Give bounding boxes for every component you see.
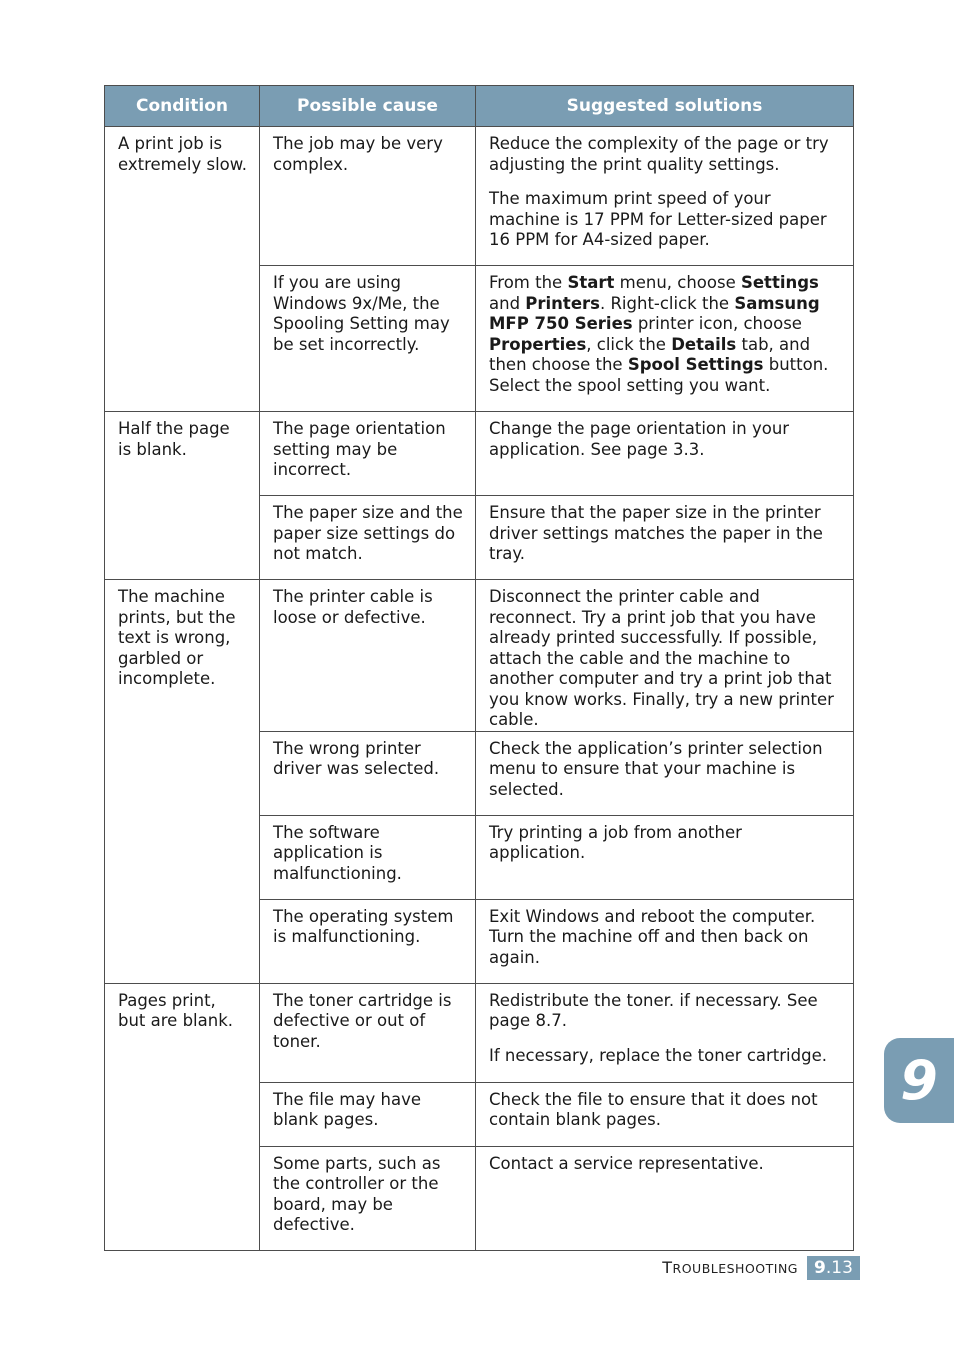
table-row	[105, 580, 854, 732]
page-number: .13	[825, 1258, 853, 1278]
cause-cell: The job may be very complex.	[260, 127, 476, 266]
solution-paragraph	[489, 739, 841, 801]
cause-cell: The page orientation setting may be incorrect.	[260, 412, 476, 496]
solution-paragraph	[489, 419, 841, 460]
solution-text: Check the file to ensure that it does not contain blank pages.	[489, 1089, 818, 1129]
solution-text: Exit Windows and reboot the computer. Turn the machine off and then back on again.	[489, 906, 816, 967]
cause-cell: If you are using Windows 9x/Me, the Spooling Setting may be set incorrectly.	[260, 266, 476, 412]
solution-text: Ensure that the paper size in the printer driver settings matches the paper in the tray.	[489, 503, 823, 563]
solution-text: From the	[489, 273, 568, 292]
condition-cell: A print job is extremely slow.	[105, 127, 260, 412]
solution-cell	[476, 412, 854, 496]
solution-emphasis: Spool Settings	[627, 355, 764, 374]
table-body	[105, 127, 854, 1251]
solution-emphasis: Properties	[489, 334, 587, 354]
table-header-row	[105, 86, 854, 127]
solution-paragraph	[489, 189, 841, 251]
solution-paragraph	[489, 1046, 841, 1067]
solution-text: If necessary, replace the toner cartridge.	[489, 1045, 827, 1065]
solution-emphasis: Samsung MFP 750 Series	[489, 293, 820, 333]
table-row	[105, 127, 854, 266]
solution-cell	[476, 815, 854, 899]
solution-text: Disconnect the printer cable and reconnect. Try a print job that you have already printed successfully. If possible, attach the cable and the machine to another computer and try a print job that you know works. Finally, try a new printer cable.	[489, 587, 834, 729]
page-footer	[600, 1256, 860, 1280]
troubleshooting-table	[104, 85, 854, 1251]
condition-cell: Pages print, but are blank.	[105, 983, 260, 1250]
solution-text: Reduce the complexity of the page or try adjusting the print quality settings.	[489, 134, 829, 174]
solution-text: tab, and then choose the	[489, 334, 811, 374]
condition-cell: The machine prints, but the text is wrong, garbled or incomplete.	[105, 580, 260, 984]
solution-paragraph	[489, 907, 841, 969]
header-suggested-solutions: Suggested solutions	[476, 86, 854, 127]
solution-text: Try printing a job from another application.	[489, 822, 742, 862]
cause-cell: The wrong printer driver was selected.	[260, 731, 476, 815]
solution-emphasis: Details	[671, 334, 737, 354]
solution-cell	[476, 1146, 854, 1250]
solution-paragraph	[489, 134, 841, 175]
solution-cell	[476, 899, 854, 983]
solution-emphasis: Printers	[525, 293, 600, 313]
solution-text: . Right-click the	[599, 293, 735, 313]
condition-cell: Half the page is blank.	[105, 412, 260, 580]
cause-cell: The toner cartridge is defective or out of toner.	[260, 983, 476, 1082]
cause-cell: The operating system is malfunctioning.	[260, 899, 476, 983]
solution-paragraph	[489, 1090, 841, 1131]
solution-paragraph	[489, 503, 841, 565]
solution-cell	[476, 580, 854, 732]
header-possible-cause: Possible cause	[260, 86, 476, 127]
solution-emphasis: Start	[567, 273, 615, 292]
solution-text: Check the application’s printer selection menu to ensure that your machine is selected.	[489, 738, 823, 799]
solution-text: and	[489, 293, 526, 313]
section-title	[662, 1258, 798, 1277]
cause-cell: The file may have blank pages.	[260, 1082, 476, 1146]
solution-text: button. Select the spool setting you want.	[489, 355, 829, 395]
solution-paragraph	[489, 1154, 841, 1175]
cause-cell: The paper size and the paper size settings do not match.	[260, 496, 476, 580]
table-row	[105, 983, 854, 1082]
solution-cell	[476, 983, 854, 1082]
solution-text: printer icon, choose	[632, 314, 802, 333]
chapter-tab	[884, 1038, 954, 1123]
section-title-initial: T	[662, 1258, 673, 1277]
solution-text: Change the page orientation in your application. See page 3.3.	[489, 419, 790, 459]
solution-text: Redistribute the toner. if necessary. See page 8.7.	[489, 990, 818, 1030]
page-chapter: 9	[814, 1258, 826, 1278]
solution-paragraph	[489, 587, 841, 731]
solution-text: The maximum print speed of your machine is 17 PPM for Letter-sized paper 16 PPM for A4-sized paper.	[489, 189, 827, 249]
cause-cell: The printer cable is loose or defective.	[260, 580, 476, 732]
solution-text: , click the	[586, 334, 672, 354]
solution-emphasis: Settings	[740, 273, 819, 292]
solution-cell	[476, 496, 854, 580]
header-condition: Condition	[105, 86, 260, 127]
solution-paragraph	[489, 823, 841, 864]
solution-cell	[476, 731, 854, 815]
solution-cell	[476, 266, 854, 412]
page-number-badge	[807, 1256, 860, 1280]
table-row	[105, 412, 854, 496]
solution-cell	[476, 127, 854, 266]
section-title-rest: ROUBLESHOOTING	[672, 1261, 798, 1276]
solution-cell	[476, 1082, 854, 1146]
cause-cell: The software application is malfunctioning.	[260, 815, 476, 899]
solution-text: menu, choose	[614, 273, 741, 292]
solution-text: Contact a service representative.	[489, 1153, 764, 1173]
cause-cell: Some parts, such as the controller or the board, may be defective.	[260, 1146, 476, 1250]
chapter-number: 9	[900, 1049, 938, 1112]
solution-paragraph	[489, 273, 841, 396]
solution-paragraph	[489, 991, 841, 1032]
